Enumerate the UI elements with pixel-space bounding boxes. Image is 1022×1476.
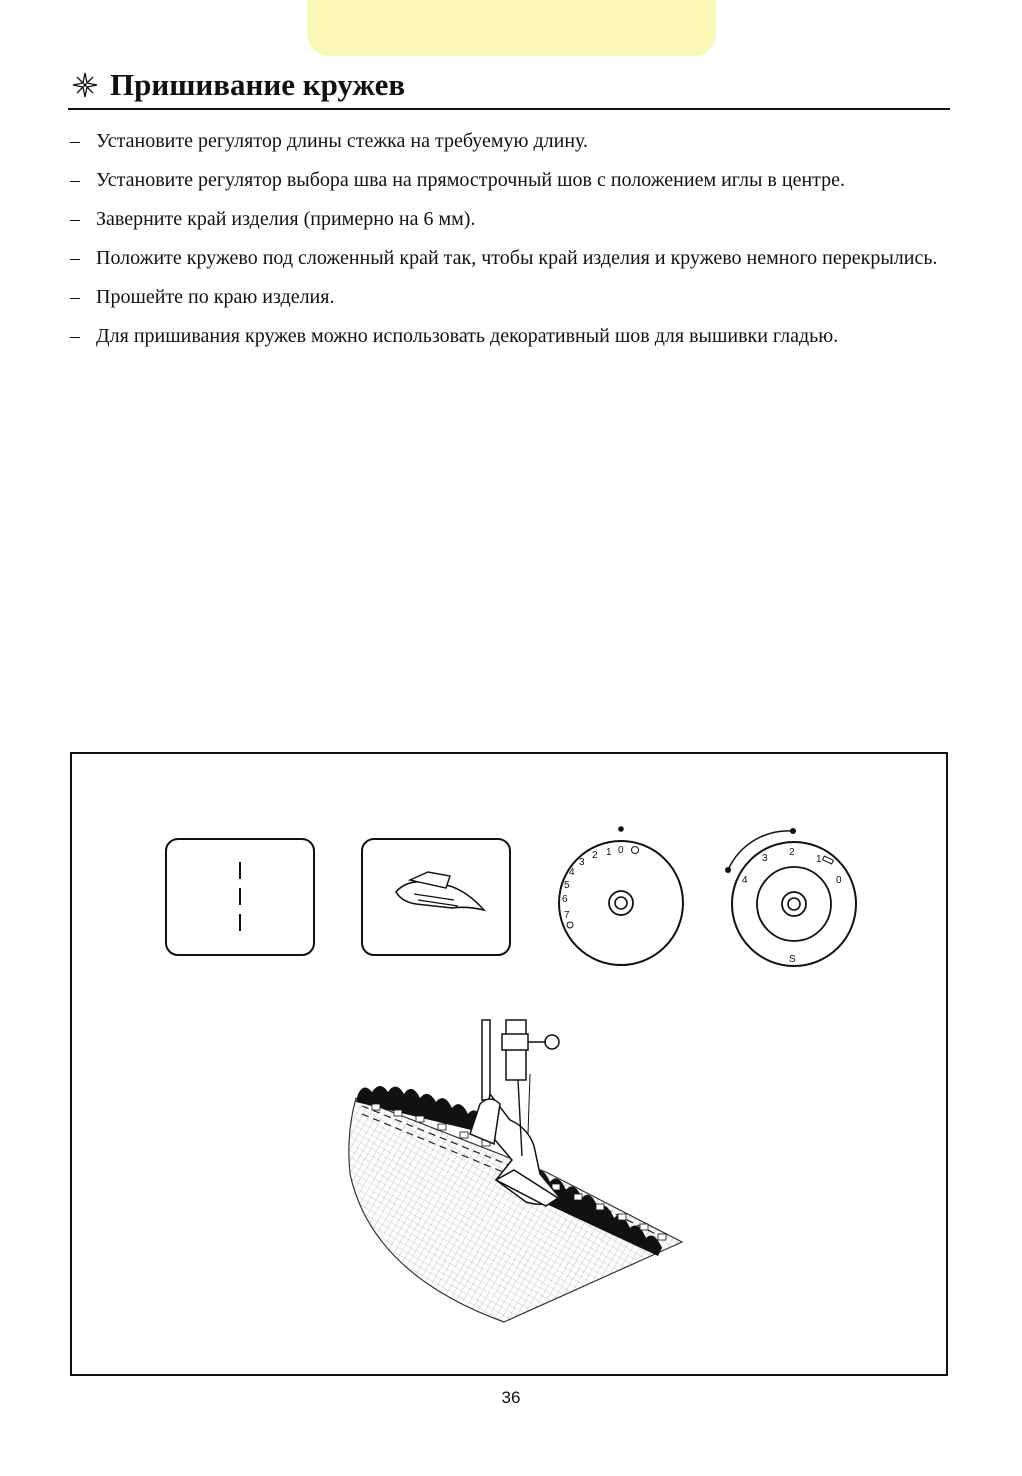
dial-label: 5 [564,880,570,891]
list-item [68,245,950,271]
dial-label: 7 [564,910,570,921]
dial-label: 4 [569,867,575,878]
list-marker: – [70,130,80,152]
stitch-length-dial [559,826,683,965]
fabric-with-lace-illustration [349,1020,682,1322]
page-title: Пришивание кружев [110,67,406,102]
dial-label: 1 [816,854,822,865]
page-number: 36 [501,1388,521,1407]
dial-label: 3 [579,857,585,868]
step-text: Для пришивания кружев можно использовать декоративный шов для вышивки гладью. [96,325,839,347]
step-text: Заверните край изделия (примерно на 6 мм). [96,208,476,230]
step-text: Установите регулятор длины стежка на требуемую длину. [96,130,589,152]
sewing-illustration [72,754,946,1374]
presser-foot-icon [362,839,510,955]
dial-label: 0 [618,845,624,856]
list-item [68,284,950,310]
dial-label: 2 [592,850,598,861]
list-item [68,206,950,232]
stitch-width-dial [725,828,856,966]
list-item [68,323,950,349]
list-marker: – [70,208,80,230]
list-marker: – [70,169,80,191]
instruction-list [68,128,950,362]
dial-label: 0 [836,875,842,886]
dial-label: 1 [606,847,612,858]
compass-star-icon [72,72,98,98]
step-text: Установите регулятор выбора шва на прямострочный шов с положением иглы в центре. [96,169,846,191]
list-marker: – [70,325,80,347]
dial-label: 3 [762,853,768,864]
dial-label: S [789,954,796,965]
header-tab-decoration [307,0,716,56]
illustration-frame [70,752,948,1376]
section-heading [68,62,950,110]
list-item [68,167,950,193]
stitch-pattern-icon [166,839,314,955]
list-marker: – [70,247,80,269]
step-text: Прошейте по краю изделия. [96,286,335,308]
dial-label: 6 [562,894,568,905]
list-marker: – [70,286,80,308]
dial-label: 4 [742,875,748,886]
list-item [68,128,950,154]
dial-label: 2 [789,847,795,858]
step-text: Положите кружево под сложенный край так, чтобы край изделия и кружево немного перекрылись. [96,247,938,269]
